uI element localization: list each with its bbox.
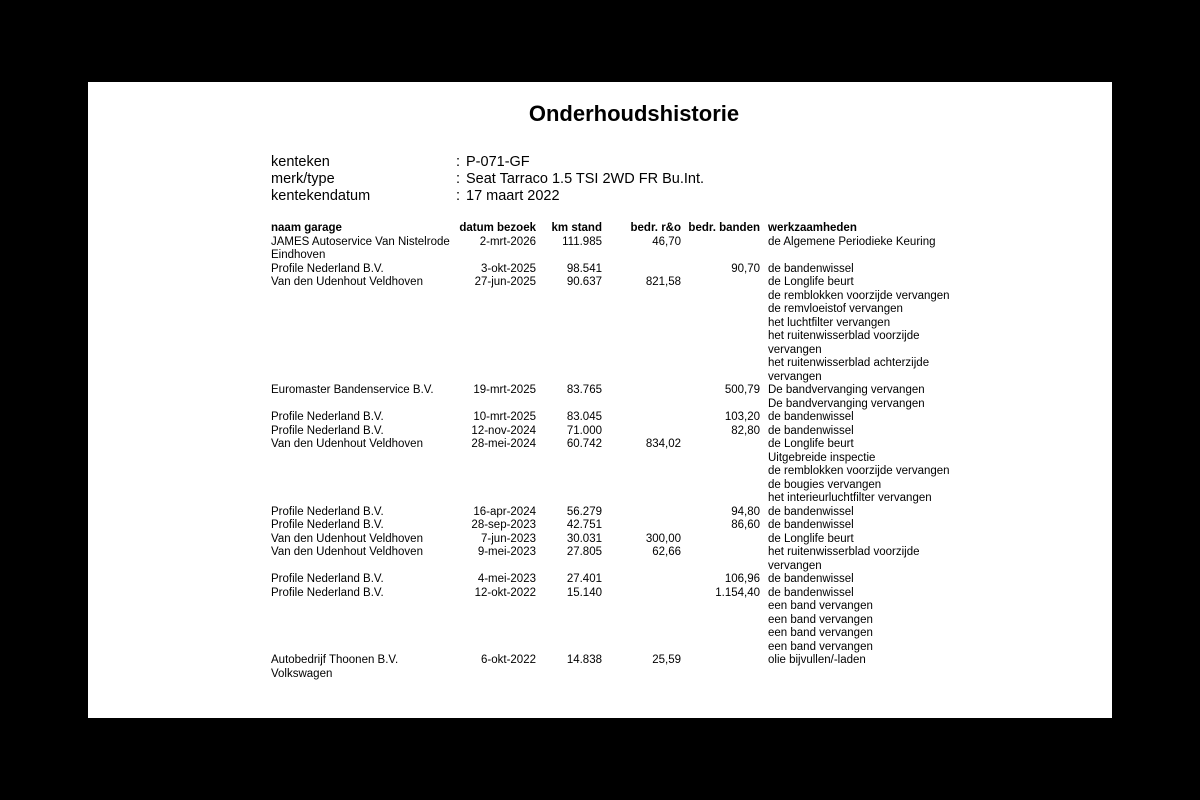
work-item: vervangen [768,343,822,356]
cell-ro: 62,66 [652,546,681,558]
cell-km: 111.985 [562,235,602,248]
table-row [271,276,958,384]
cell-km: 83.765 [566,384,602,396]
info-separator: : [456,154,461,170]
garage-name: Van den Udenhout Veldhoven [271,276,423,288]
info-label: merk/type [271,171,335,187]
cell-date: 9-mei-2023 [477,546,536,558]
table-row [271,519,958,533]
info-value: Seat Tarraco 1.5 TSI 2WD FR Bu.Int. [466,171,705,187]
info-value: P-071-GF [466,154,530,170]
cell-date: 10-mrt-2025 [473,411,536,423]
cell-ro: 821,58 [645,276,681,288]
cell-ro: 25,59 [652,654,681,666]
column-header-ro: bedr. r&o [630,222,681,234]
table-row [271,425,958,439]
table-row [271,411,958,425]
garage-name: Euromaster Bandenservice B.V. [271,384,434,396]
work-item: een band vervangen [768,613,873,626]
cell-km: 42.751 [566,519,602,531]
column-header-km: km stand [551,222,602,234]
cell-garage [271,411,456,425]
cell-garage [271,573,456,587]
table-row [271,573,958,587]
garage-location: Volkswagen [271,667,333,680]
table-row [271,587,958,655]
cell-tires: 86,60 [731,519,760,531]
cell-date: 27-jun-2025 [474,276,536,288]
cell-work [760,519,958,533]
work-item: het interieurluchtfilter vervangen [768,492,932,504]
column-header-tires: bedr. banden [688,222,760,234]
cell-garage [271,438,456,452]
cell-garage [271,533,456,547]
cell-tires: 1.154,40 [715,586,760,599]
work-item: De bandvervanging vervangen [768,397,925,410]
cell-km: 98.541 [566,262,602,275]
garage-name: Autobedrijf Thoonen B.V. [271,654,399,666]
cell-km: 60.742 [566,438,602,450]
table-row [271,384,958,411]
cell-date: 7-jun-2023 [481,532,536,545]
cell-km: 27.805 [566,546,602,558]
document-title: Onderhoudshistorie [528,101,740,126]
work-item: de bandenwissel [768,262,854,275]
garage-name: Profile Nederland B.V. [271,586,384,599]
info-row-registration-date [271,188,704,205]
cell-tires: 82,80 [731,424,760,437]
work-item: de Algemene Periodieke Keuring [768,235,936,248]
table-row [271,546,958,573]
cell-date: 28-sep-2023 [471,519,536,531]
garage-name: Profile Nederland B.V. [271,505,384,518]
cell-work [760,263,958,277]
cell-work [760,425,958,439]
cell-km: 83.045 [566,411,602,423]
info-label: kenteken [271,154,330,170]
work-item: de Longlife beurt [768,438,854,450]
cell-date: 12-okt-2022 [474,586,536,599]
table-row [271,236,958,263]
work-item: een band vervangen [768,600,873,612]
cell-km: 14.838 [566,654,602,666]
cell-garage [271,276,456,290]
work-item: de bandenwissel [768,586,854,599]
info-label: kentekendatum [271,188,371,204]
cell-km: 30.031 [566,532,602,545]
cell-garage [271,263,456,277]
maintenance-table [271,222,958,681]
work-item: het luchtfilter vervangen [768,316,891,329]
cell-work [760,276,958,384]
cell-work [760,411,958,425]
work-item: de Longlife beurt [768,532,854,545]
cell-tires: 500,79 [724,384,760,396]
work-item: het ruitenwisserblad voorzijde [768,546,920,558]
cell-work [760,573,958,587]
table-header [271,222,958,236]
info-row-make-type [271,171,704,188]
garage-name: Profile Nederland B.V. [271,424,384,437]
table-row [271,263,958,277]
work-item: een band vervangen [768,640,873,653]
cell-work [760,587,958,655]
cell-garage [271,236,456,263]
vehicle-info [271,154,704,205]
work-item: het ruitenwisserblad voorzijde [768,330,920,342]
cell-work [760,546,958,573]
info-separator: : [456,188,461,204]
cell-tires: 106,96 [724,573,760,585]
work-item: de bandenwissel [768,411,854,423]
cell-work [760,384,958,411]
garage-name: Van den Udenhout Veldhoven [271,532,423,545]
cell-work [760,438,958,506]
cell-garage [271,506,456,520]
cell-date: 19-mrt-2025 [473,384,536,396]
work-item: de remblokken voorzijde vervangen [768,465,950,477]
cell-garage [271,384,456,398]
work-item: vervangen [768,370,822,383]
column-header-work: werkzaamheden [768,222,857,234]
table-body [271,236,958,682]
garage-name: Van den Udenhout Veldhoven [271,546,423,558]
garage-location: Eindhoven [271,249,326,261]
work-item: De bandvervanging vervangen [768,384,925,396]
cell-work [760,533,958,547]
cell-ro: 46,70 [652,235,681,248]
garage-name: Profile Nederland B.V. [271,262,384,275]
garage-name: JAMES Autoservice Van Nistelrode [271,235,450,248]
garage-name: Profile Nederland B.V. [271,573,384,585]
work-item: de remvloeistof vervangen [768,303,903,315]
cell-ro: 834,02 [645,438,681,450]
work-item: een band vervangen [768,627,873,639]
work-item: de bandenwissel [768,573,854,585]
work-item: olie bijvullen/-laden [768,654,866,666]
cell-garage [271,519,456,533]
work-item: het ruitenwisserblad achterzijde [768,357,930,369]
cell-date: 28-mei-2024 [471,438,536,450]
info-value: 17 maart 2022 [466,188,560,204]
garage-name: Profile Nederland B.V. [271,411,384,423]
cell-work [760,506,958,520]
cell-km: 56.279 [566,505,602,518]
work-item: de remblokken voorzijde vervangen [768,289,950,302]
work-item: de bougies vervangen [768,478,882,491]
work-item: de bandenwissel [768,505,854,518]
info-separator: : [456,171,461,187]
cell-date: 4-mei-2023 [477,573,536,585]
table-row [271,438,958,506]
cell-work [760,654,958,668]
cell-date: 6-okt-2022 [481,654,536,666]
cell-garage [271,654,456,681]
table-row [271,654,958,681]
column-header-garage: naam garage [271,222,342,234]
cell-date: 16-apr-2024 [473,505,536,518]
table-row [271,533,958,547]
cell-date: 2-mrt-2026 [479,235,536,248]
cell-date: 12-nov-2024 [471,424,536,437]
cell-tires: 90,70 [731,262,760,275]
cell-km: 15.140 [566,586,602,599]
cell-km: 27.401 [566,573,602,585]
work-item: de bandenwissel [768,424,854,437]
work-item: Uitgebreide inspectie [768,451,876,464]
table-row [271,506,958,520]
info-row-registration [271,154,704,171]
cell-tires: 94,80 [731,505,760,518]
cell-date: 3-okt-2025 [481,262,536,275]
garage-name: Profile Nederland B.V. [271,519,384,531]
column-header-date: datum bezoek [459,222,536,234]
cell-km: 90.637 [566,276,602,288]
cell-tires: 103,20 [724,411,760,423]
garage-name: Van den Udenhout Veldhoven [271,438,423,450]
cell-km: 71.000 [566,424,602,437]
cell-ro: 300,00 [645,532,681,545]
work-item: vervangen [768,559,822,572]
cell-garage [271,425,456,439]
document-page [88,82,1112,718]
cell-garage [271,546,456,560]
work-item: de bandenwissel [768,519,854,531]
work-item: de Longlife beurt [768,276,854,288]
cell-garage [271,587,456,601]
cell-work [760,236,958,250]
